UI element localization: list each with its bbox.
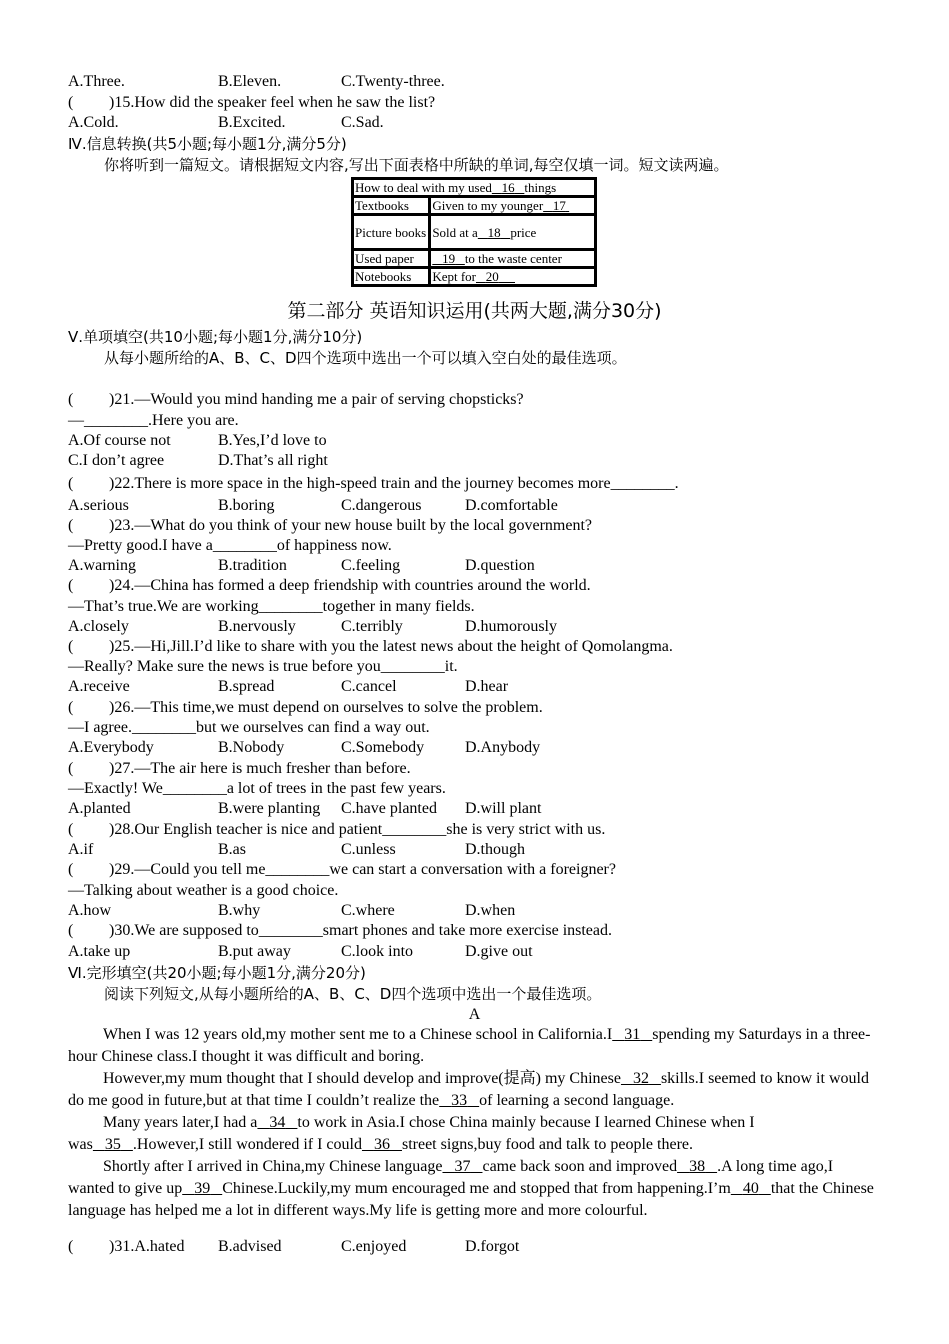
q22-option-c: C.dangerous: [341, 497, 422, 514]
q27-response: —Exactly! We________a lot of trees in the past few years.: [68, 780, 446, 797]
q24-option-d: D.humorously: [465, 618, 557, 635]
q28-option-d: D.though: [465, 841, 525, 858]
q27-option-d: D.will plant: [465, 800, 542, 817]
passage-label: A: [468, 1006, 481, 1023]
q24-option-a: A.closely: [68, 618, 129, 635]
table-row-value: Kept for 20: [430, 268, 596, 286]
blank-35: 35: [104, 1136, 121, 1153]
q25-option-a: A.receive: [68, 678, 130, 695]
q25-option-b: B.spread: [218, 678, 275, 695]
q28-option-c: C.unless: [341, 841, 396, 858]
q28-option-b: B.as: [218, 841, 246, 858]
q31-paren: (: [68, 1238, 74, 1255]
section5-instruction: 从每小题所给的A、B、C、D四个选项中选出一个可以填入空白处的最佳选项。: [104, 349, 627, 367]
q29-paren: (: [68, 861, 74, 878]
q15-paren: (: [68, 94, 74, 111]
blank-36: 36: [373, 1136, 390, 1153]
table-row-label: Notebooks: [353, 268, 430, 286]
cloze-paragraph-2: However,my mum thought that I should develop and improve(提高) my Chinese 32 skills.I seemed to know it would do me good in future,but at that time I couldn’t realize the 33 of learning a second language.: [68, 1070, 869, 1109]
q28-paren: (: [68, 821, 74, 838]
blank-33: 33: [451, 1092, 468, 1109]
q28-option-a: A.if: [68, 841, 94, 858]
table-row-label: Picture books: [353, 215, 430, 250]
cloze-paragraph-4: Shortly after I arrived in China,my Chinese language 37 came back soon and improved 38 .A long time ago,I wanted to give up 39 Chinese.Luckily,my mum encouraged me and stopped that from happening.I’m 40 that the Chinese language has helped me a lot in different ways.My life is getting more and more colourful.: [68, 1158, 874, 1219]
q31-option-d: D.forgot: [465, 1238, 520, 1255]
cloze-paragraph-1: When I was 12 years old,my mother sent me to a Chinese school in California.I 31 spending my Saturdays in a three-hour Chinese class.I thought it was difficult and boring.: [68, 1026, 871, 1065]
cloze-passage: [68, 1024, 883, 1222]
section4-instruction: 你将听到一篇短文。请根据短文内容,写出下面表格中所缺的单词,每空仅填一词。短文读两遍。: [104, 156, 729, 174]
q14-option-b: B.Eleven.: [218, 73, 282, 90]
q23-option-b: B.tradition: [218, 557, 287, 574]
q22-stem: )22.There is more space in the high-speed train and the journey becomes more________.: [109, 475, 679, 492]
q15-stem: )15.How did the speaker feel when he saw the list?: [109, 94, 436, 111]
q22-option-b: B.boring: [218, 497, 275, 514]
q15-option-c: C.Sad.: [341, 114, 384, 131]
q24-stem: )24.—China has formed a deep friendship with countries around the world.: [109, 577, 591, 594]
q24-response: —That’s true.We are working________together in many fields.: [68, 598, 475, 615]
part2-title: 第二部分 英语知识运用(共两大题,满分30分): [287, 300, 662, 322]
q23-option-c: C.feeling: [341, 557, 401, 574]
q27-option-b: B.were planting: [218, 800, 321, 817]
q30-option-b: B.put away: [218, 943, 291, 960]
q30-option-a: A.take up: [68, 943, 131, 960]
q22-paren: (: [68, 475, 74, 492]
q27-stem: )27.—The air here is much fresher than before.: [109, 760, 411, 777]
q14-option-a: A.Three.: [68, 73, 125, 90]
q22-option-a: A.serious: [68, 497, 129, 514]
blank-37: 37: [454, 1158, 471, 1175]
q27-option-c: C.have planted: [341, 800, 437, 817]
q21-option-a: A.Of course not: [68, 432, 171, 449]
q21-option-c: C.I don’t agree: [68, 452, 165, 469]
q26-option-a: A.Everybody: [68, 739, 154, 756]
q26-option-b: B.Nobody: [218, 739, 285, 756]
q27-option-a: A.planted: [68, 800, 131, 817]
q29-option-b: B.why: [218, 902, 261, 919]
blank-39: 39: [194, 1180, 211, 1197]
q23-option-a: A.warning: [68, 557, 136, 574]
blank-20: 20: [485, 269, 499, 284]
q15-option-b: B.Excited.: [218, 114, 286, 131]
cloze-paragraph-3: Many years later,I had a 34 to work in Asia.I chose China mainly because I learned Chinese when I was 35 .However,I still wondered if I could 36 street signs,buy food and talk to people there.: [68, 1114, 755, 1153]
info-table-header: How to deal with my used 16 things: [353, 179, 596, 197]
blank-19: 19: [442, 251, 456, 266]
info-table: [351, 177, 597, 287]
q23-stem: )23.—What do you think of your new house built by the local government?: [109, 517, 593, 534]
q26-option-d: D.Anybody: [465, 739, 541, 756]
blank-16: 16: [501, 180, 515, 195]
q26-response: —I agree.________but we ourselves can find a way out.: [68, 719, 430, 736]
blank-34: 34: [269, 1114, 286, 1131]
q29-option-c: C.where: [341, 902, 395, 919]
blank-31: 31: [624, 1026, 641, 1043]
q25-option-c: C.cancel: [341, 678, 397, 695]
q22-option-d: D.comfortable: [465, 497, 558, 514]
q21-response: —________.Here you are.: [68, 412, 239, 429]
q25-option-d: D.hear: [465, 678, 509, 695]
q25-stem: )25.—Hi,Jill.I’d like to share with you the latest news about the height of Qomolangma.: [109, 638, 673, 655]
q27-paren: (: [68, 760, 74, 777]
q24-paren: (: [68, 577, 74, 594]
blank-18: 18: [487, 224, 501, 240]
q29-option-d: D.when: [465, 902, 516, 919]
q15-option-a: A.Cold.: [68, 114, 119, 131]
section6-instruction: 阅读下列短文,从每小题所给的A、B、C、D四个选项中选出一个最佳选项。: [104, 985, 602, 1003]
q30-stem: )30.We are supposed to________smart phones and take more exercise instead.: [109, 922, 613, 939]
q23-response: —Pretty good.I have a________of happiness now.: [68, 537, 392, 554]
q31-option-c: C.enjoyed: [341, 1238, 407, 1255]
section6-title: Ⅵ.完形填空(共20小题;每小题1分,满分20分): [68, 964, 366, 982]
table-row-label: Textbooks: [353, 197, 430, 215]
table-row-value: 19 to the waste center: [430, 250, 596, 268]
q25-response: —Really? Make sure the news is true before you________it.: [68, 658, 458, 675]
q23-option-d: D.question: [465, 557, 535, 574]
table-row-value: Sold at a 18 price: [430, 215, 596, 250]
q26-paren: (: [68, 699, 74, 716]
q31-option-b: B.advised: [218, 1238, 282, 1255]
table-row-label: Used paper: [353, 250, 430, 268]
blank-17: 17: [552, 198, 566, 213]
q21-option-b: B.Yes,I’d love to: [218, 432, 327, 449]
section4-title: Ⅳ.信息转换(共5小题;每小题1分,满分5分): [68, 135, 347, 153]
table-row-value: Given to my younger 17: [430, 197, 596, 215]
q29-option-a: A.how: [68, 902, 112, 919]
q23-paren: (: [68, 517, 74, 534]
q21-stem: )21.—Would you mind handing me a pair of serving chopsticks?: [109, 391, 524, 408]
section5-title: Ⅴ.单项填空(共10小题;每小题1分,满分10分): [68, 328, 363, 346]
q31-stem: )31.A.hated: [109, 1238, 185, 1255]
q26-stem: )26.—This time,we must depend on ourselves to solve the problem.: [109, 699, 543, 716]
blank-40: 40: [742, 1180, 759, 1197]
blank-32: 32: [632, 1070, 649, 1087]
q24-option-c: C.terribly: [341, 618, 403, 635]
q30-option-d: D.give out: [465, 943, 533, 960]
q28-stem: )28.Our English teacher is nice and patient________she is very strict with us.: [109, 821, 606, 838]
blank-38: 38: [689, 1158, 706, 1175]
q14-option-c: C.Twenty-three.: [341, 73, 445, 90]
q29-stem: )29.—Could you tell me________we can start a conversation with a foreigner?: [109, 861, 616, 878]
q24-option-b: B.nervously: [218, 618, 296, 635]
q25-paren: (: [68, 638, 74, 655]
q21-option-d: D.That’s all right: [218, 452, 328, 469]
q29-response: —Talking about weather is a good choice.: [68, 882, 339, 899]
q26-option-c: C.Somebody: [341, 739, 425, 756]
q21-paren: (: [68, 391, 74, 408]
q30-option-c: C.look into: [341, 943, 414, 960]
q30-paren: (: [68, 922, 74, 939]
